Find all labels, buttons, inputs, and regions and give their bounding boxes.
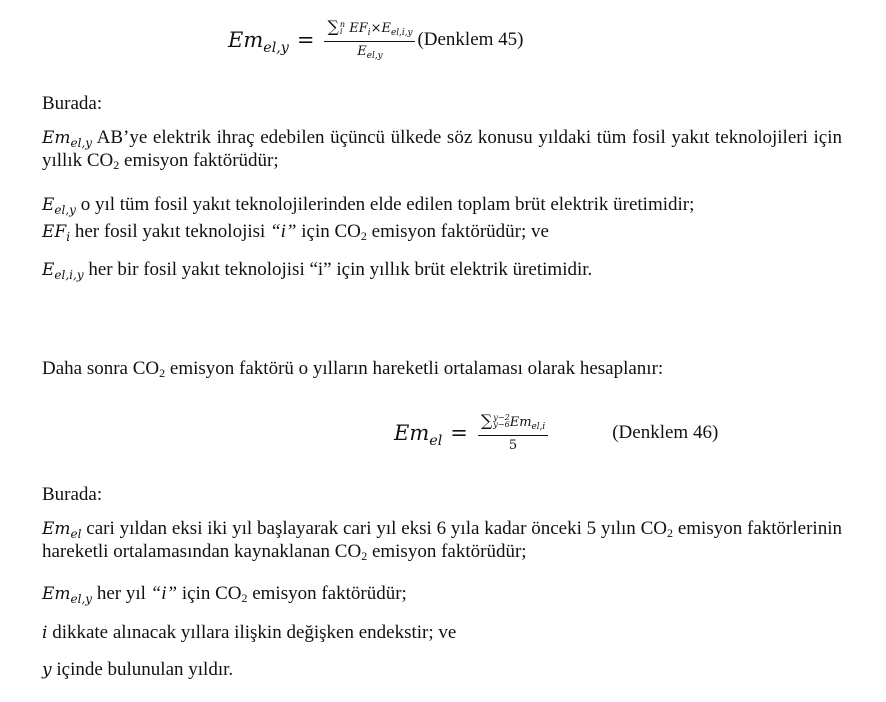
eq45-numerator: ∑ n i $EF_i\times E_{el,i,y}$ <box>324 18 415 42</box>
eq45-label: (Denklem 45) <box>417 29 524 50</box>
burada-2: Burada: <box>42 484 103 505</box>
eq46-lhs: $Em_{el}$ <box>394 421 443 449</box>
eq45-equals: = <box>296 28 315 52</box>
eq45-lhs: $Em_{el,y}$ <box>228 28 289 56</box>
definition-em-el-y-2: $Em_{el,y}$ her yıl “i” için $CO_2$ emisyon faktörüdür; <box>42 583 407 607</box>
intro-moving-average: Daha sonra $CO_2$ emisyon faktörü o yılların hareketli ortalaması olarak hesaplanır: <box>42 358 664 380</box>
symbol-e-el-y: $E_{el,y}$ <box>42 195 76 218</box>
definition-ef-i: $EF_i$ her fosil yakıt teknolojisi “i” için $CO_2$ emisyon faktörüdür; ve <box>42 221 549 245</box>
eq46-denominator: 5 <box>508 437 518 453</box>
eq46-fraction <box>478 412 548 455</box>
definition-y: y içinde bulunulan yıldır. <box>42 659 234 680</box>
definition-e-el-y: $E_{el,y}$ o yıl tüm fosil yakıt teknolojilerinden elde edilen toplam brüt elektrik üretimidir; <box>42 194 695 218</box>
symbol-em-el: $Em_{el}$ <box>42 519 82 542</box>
symbol-em-el-y: $Em_{el,y}$ <box>42 128 93 151</box>
symbol-em-el-y-2: $Em_{el,y}$ <box>42 584 93 607</box>
eq46-numerator: ∑ y−2 y−6 $Em_{el,i}$ <box>478 412 548 436</box>
definition-em-el: $Em_{el}$ cari yıldan eksi iki yıl başlayarak cari yıl eksi 6 yıla kadar önceki 5 yılın $CO_2$ emisyon faktörlerinin hareketli ortalamasından kaynaklanan $CO_2$ emisyon faktörüdür; <box>42 518 842 563</box>
eq45-denominator: $E_{el,y}$ <box>357 44 383 62</box>
eq45-fraction <box>324 18 415 62</box>
symbol-ef-i: $EF_i$ <box>42 222 71 245</box>
definition-i: i dikkate alınacak yıllara ilişkin değişken endekstir; ve <box>42 622 457 643</box>
symbol-y: y <box>42 660 52 680</box>
definition-em-el-y: $Em_{el,y}$ AB’ye elektrik ihraç edebilen üçüncü ülkede söz konusu yıldaki tüm fosil yakıt teknolojileri için yıllık $CO_2$ emisyon faktörüdür; <box>42 127 842 172</box>
equation-46 <box>394 400 718 466</box>
equation-45 <box>228 10 524 70</box>
definition-e-el-i-y: $E_{el,i,y}$ her bir fosil yakıt teknolojisi “i” için yıllık brüt elektrik üretimidir. <box>42 259 593 283</box>
eq46-label: (Denklem 46) <box>612 422 719 443</box>
eq46-equals: = <box>450 421 468 445</box>
symbol-e-el-i-y: $E_{el,i,y}$ <box>42 260 84 283</box>
symbol-i: i <box>42 623 48 643</box>
burada-1: Burada: <box>42 93 103 114</box>
